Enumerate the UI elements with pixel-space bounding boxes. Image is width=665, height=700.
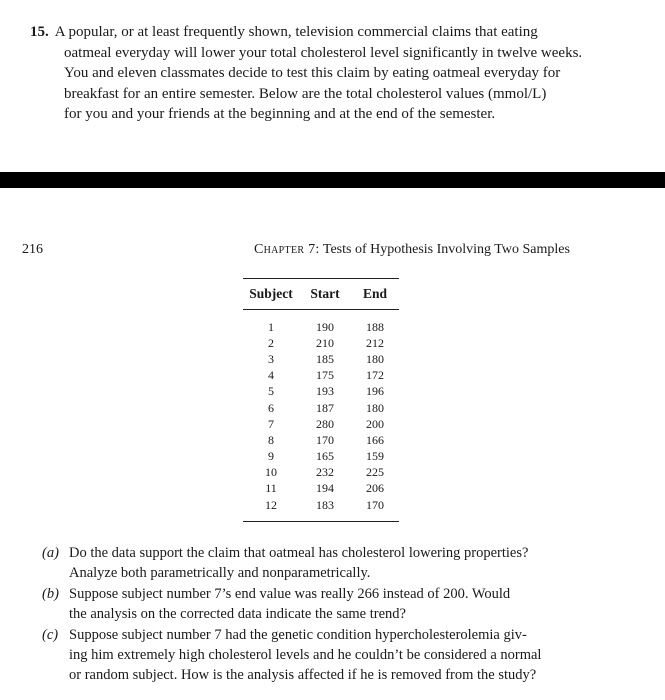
cell-start: 165 [316, 449, 334, 464]
table-row [243, 368, 399, 384]
cell-start: 185 [316, 351, 334, 366]
table-row [243, 416, 399, 432]
header-subject: Subject [249, 286, 293, 301]
problem-line-5: for you and your friends at the beginning and at the end of the semester. [64, 106, 496, 122]
question-parts [42, 544, 642, 687]
cell-start: 232 [316, 465, 334, 480]
cell-start: 280 [316, 416, 334, 431]
table-row [243, 351, 399, 367]
chapter-header [254, 242, 570, 258]
part-a: (a) Do the data support the claim that oatmeal has cholesterol lowering properties? Analyze both parametrically and nonparametrically. [42, 545, 529, 581]
problem-line-3: You and eleven classmates decide to test this claim by eating oatmeal everyday for [64, 65, 561, 81]
page-number: 216 [22, 242, 43, 257]
table-header-row [243, 279, 399, 310]
cell-subject: 4 [268, 368, 274, 383]
cell-end: 225 [366, 465, 384, 480]
table-row [243, 497, 399, 513]
cell-subject: 1 [268, 319, 274, 334]
cell-subject: 12 [265, 497, 277, 512]
cell-start: 194 [316, 481, 334, 496]
cell-end: 200 [366, 416, 384, 431]
part-b: (b) Suppose subject number 7’s end value was really 266 instead of 200. Would the analysis on the corrected data indicate the same trend? [42, 586, 511, 622]
cell-start: 190 [316, 319, 334, 334]
problem-line-4: breakfast for an entire semester. Below are the total cholesterol values (mmol/L) [64, 85, 547, 102]
table-body [243, 310, 399, 521]
part-tag: (c) [42, 627, 59, 644]
cell-end: 180 [366, 351, 384, 366]
cell-subject: 8 [268, 432, 274, 447]
cell-end: 212 [366, 335, 384, 350]
problem-line-2: oatmeal everyday will lower your total cholesterol level significantly in twelve weeks. [64, 44, 583, 61]
table-row [243, 449, 399, 465]
cell-subject: 10 [265, 465, 277, 480]
table-row [243, 400, 399, 416]
cell-subject: 9 [268, 449, 274, 464]
part-tag: (a) [42, 545, 59, 561]
cell-end: 159 [366, 449, 384, 464]
cell-end: 196 [366, 384, 384, 399]
cell-start: 193 [316, 384, 334, 399]
cell-start: 170 [316, 432, 334, 447]
table-row [243, 319, 399, 335]
chapter-title: Tests of Hypothesis Involving Two Samples [322, 242, 570, 257]
cell-subject: 7 [268, 416, 274, 431]
table-row [243, 481, 399, 497]
problem-number: 15. [30, 24, 49, 40]
cell-end: 166 [366, 432, 384, 447]
cell-subject: 6 [268, 400, 274, 415]
table-row [243, 335, 399, 351]
part-c: (c) Suppose subject number 7 had the genetic condition hypercholesterolemia giv- ing him extremely high cholesterol levels and he couldn’t be considered a normal or random subject. How is the analysis affected if he is removed from the study? [42, 627, 542, 683]
cell-subject: 2 [268, 335, 274, 350]
chapter-label: Chapter 7: [254, 242, 320, 257]
header-end: End [362, 286, 388, 301]
table-row [243, 384, 399, 400]
header-start: Start [310, 286, 340, 301]
cell-subject: 11 [265, 481, 277, 496]
problem-statement [30, 22, 642, 125]
cell-start: 183 [316, 497, 334, 512]
cell-subject: 3 [268, 351, 274, 366]
table-row [243, 432, 399, 448]
cell-start: 210 [316, 335, 334, 350]
table-row [243, 465, 399, 481]
cell-end: 180 [366, 400, 384, 415]
page-separator-band [0, 172, 665, 188]
cell-start: 187 [316, 400, 334, 415]
part-tag: (b) [42, 586, 59, 603]
cell-end: 172 [366, 368, 384, 383]
cell-end: 206 [366, 481, 384, 496]
problem-line-1: 15. A popular, or at least frequently shown, television commercial claims that eating [30, 24, 538, 40]
cell-start: 175 [316, 368, 334, 383]
cell-subject: 5 [268, 384, 274, 399]
cholesterol-table [243, 278, 399, 522]
cell-end: 188 [366, 319, 384, 334]
cell-end: 170 [366, 497, 384, 512]
